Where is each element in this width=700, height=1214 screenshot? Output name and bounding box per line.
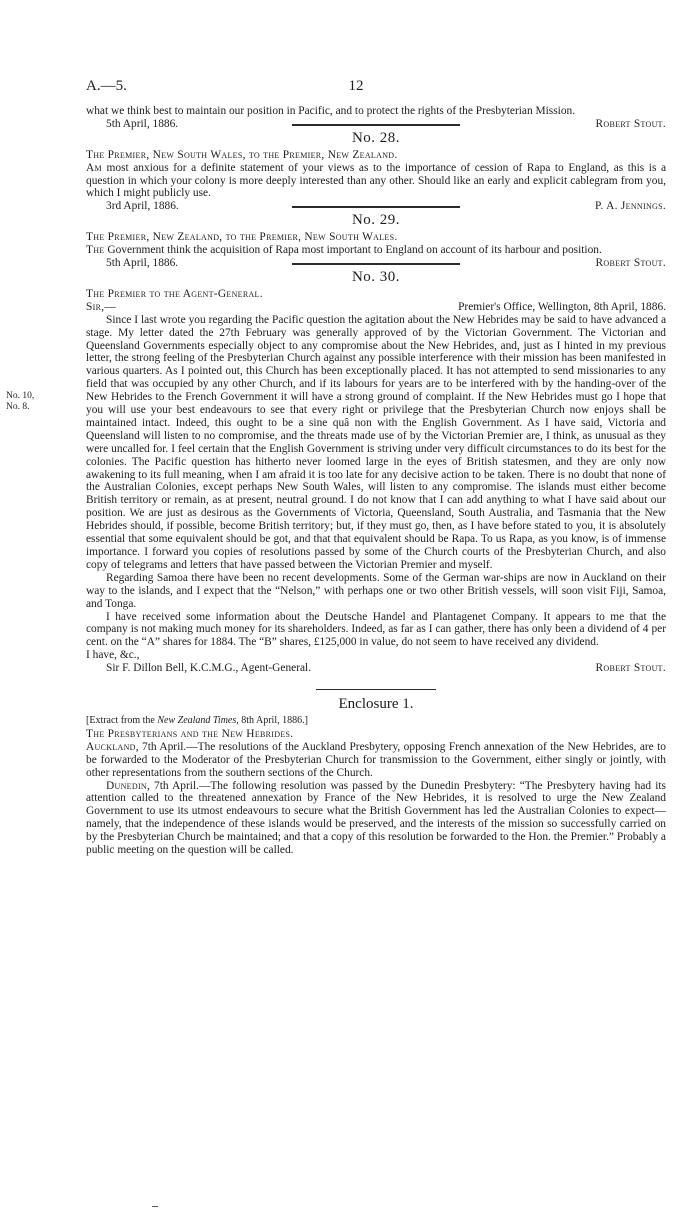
enclosure-heading: The Presbyterians and the New Hebrides. xyxy=(86,727,294,740)
section-rule xyxy=(292,206,460,208)
enclosure-title: Enclosure 1. xyxy=(338,696,414,713)
intro-date: 5th April, 1886. xyxy=(106,117,179,130)
doc-30-salutation: Sir,— xyxy=(86,300,117,313)
doc-29-number: No. 29. xyxy=(351,212,401,229)
enclosure-source: [Extract from the New Zealand Times, 8th April, 1886.] xyxy=(86,714,308,726)
margin-notes xyxy=(6,391,34,412)
doc-29-lead: The xyxy=(86,244,105,257)
section-rule xyxy=(292,263,460,265)
doc-30-paragraph-3: I have received some information about the Deutsche Handel and Plantagenet Company. It appears to me that the company is not making much money for its shareholders. Indeed, as far as I can gather, there has only been a dividend of 4 per cent. on the “A” shares for 1884. The “B” shares, £125,000 in value, do not seem to have received any dividend. xyxy=(86,610,666,649)
doc-30-paragraph-1: Since I last wrote you regarding the Pacific question the agitation about the New Hebrides may be said to have advanced a stage. My letter dated the 27th February was generally approved of by the Victorian Government. The Victorian and Queensland Governments especially object to any compromise about the New Hebrides, and, just as I hinted in my previous letter, the strong feeling of the Presbyterian Church against any possible interference with their mission has been manifested in various quarters. As I pointed out, this Church has been exceptionally placed. It has not attempted to send missionaries to any field that was occupied by any other Church, and if its labours for years are to be interfered with by the handing-over of the New Hebrides to the French Government it will have a strong ground of complaint. If the New Hebrides must go I hope that you will use your best endeavours to see that every right or privilege that the Presbyterian Church now enjoys shall be maintained intact. Indeed, this ought to be a sine quâ non with the English Government. As I have said, Victoria and Queensland will listen to no compromise, and the threats made use of by the Victorian Premier are, I think, as unusual as they were uncalled for. I feel certain that the English Government is striving under very difficult circumstances to do its best for the colonies. The Pacific question has hitherto never loomed large in the eyes of British statesmen, and they are only now awakening to its full meaning, when I am afraid it is too late for any decisive action to be taken. There is no doubt that none of the Australian Colonies, except perhaps New South Wales, will listen to any compromise. The islands must either become British territory or remain, as at present, neutral ground. I do not know that I can add anything to what I have said about our position. We are just as desirous as the Governments of Victoria, Queensland, South Australia, and Tasmania that the New Hebrides should, if possible, become British territory; but, if they must go, then, as I have before stated to you, it is absolutely essential that some equivalent should be got, and that that equivalent should be Rapa. To us Rapa, as you know, is of immense importance. I forward you copies of resolutions passed by some of the Church courts of the Presbyterian Church, and also copy of telegrams and letters that have passed between the Victorian Premier and myself. xyxy=(86,313,666,571)
doc-30-addressee: Sir F. Dillon Bell, K.C.M.G., Agent-General. xyxy=(106,662,312,675)
intro-text: what we think best to maintain our position in Pacific, and to protect the rights of the Presbyterian Mission. xyxy=(86,105,576,117)
doc-30-title: The Premier to the Agent-General. xyxy=(86,287,263,300)
enclosure-paragraph-1: Auckland, 7th April.—The resolutions of the Auckland Presbytery, opposing French annexation of the New Hebrides, are to be forwarded to the Moderator of the Presbyterian Church for transmission to the Government, either singly or jointly, with other representations from the southern sections of the Church. xyxy=(86,740,666,779)
section-rule xyxy=(316,689,436,690)
document-reference: A.—5. xyxy=(86,78,127,94)
page-number: 12 xyxy=(348,78,364,94)
doc-28-lead: Am xyxy=(86,161,102,174)
section-rule xyxy=(292,124,460,126)
doc-30-signature xyxy=(86,662,666,675)
doc-30-address: Premier's Office, Wellington, 8th April, 1886. xyxy=(458,300,666,313)
doc-29-title: The Premier, New Zealand, to the Premier, New South Wales. xyxy=(86,231,398,244)
intro-signer: Robert Stout. xyxy=(595,117,666,130)
doc-30-number: No. 30. xyxy=(351,268,401,285)
doc-28-date: 3rd April, 1886. xyxy=(106,200,179,213)
doc-30-closing: I have, &c., xyxy=(86,649,140,662)
bottom-mark xyxy=(152,1206,158,1207)
doc-30-salutation-row xyxy=(86,301,666,314)
main-column xyxy=(86,105,666,857)
margin-ref: No. 8. xyxy=(6,401,30,412)
doc-28-signer: P. A. Jennings. xyxy=(595,200,666,213)
doc-28-number: No. 28. xyxy=(351,129,401,146)
margin-ref: No. 10, xyxy=(6,391,35,401)
enclosure-newspaper: New Zealand Times xyxy=(157,714,237,726)
doc-28-title: The Premier, New South Wales, to the Premier, New Zealand. xyxy=(86,148,398,161)
doc-28-body: Am most anxious for a definite statement of your views as to the importance of cession of Rapa to England, as this is a question in which your colony is more deeply interested than any other. Should like an early and explicit cablegram from you, which I might publicly use. xyxy=(86,161,666,200)
doc-30-signer: Robert Stout. xyxy=(595,662,666,675)
doc-29-signer: Robert Stout. xyxy=(595,256,666,269)
doc-30-paragraph-2: Regarding Samoa there have been no recent developments. Some of the German war-ships are now in Auckland on their way to the islands, and I expect that the “Nelson,” with perhaps one or two other British vessels, will soon visit Fiji, Samoa, and Tonga. xyxy=(86,571,666,610)
doc-29-body: The Government think the acquisition of Rapa most important to England on account of its harbour and position. xyxy=(86,244,602,257)
doc-29-date: 5th April, 1886. xyxy=(106,256,179,269)
enclosure-paragraph-2: Dunedin, 7th April.—The following resolution was passed by the Dunedin Presbytery: “The Presbytery having had its attention called to the threatened annexation by France of the New Hebrides, it is resolved to urge the New Zealand Government to use its utmost endeavours to secure what the British Government has led the Australian Colonies to expect—namely, that the independence of these islands would be preserved, and the interests of the mission so successfully carried on by the Presbyterian Church be maintained; and that a copy of this resolution be forwarded to the Hon. the Premier.” Probably a public meeting on the question will be called. xyxy=(86,779,666,857)
